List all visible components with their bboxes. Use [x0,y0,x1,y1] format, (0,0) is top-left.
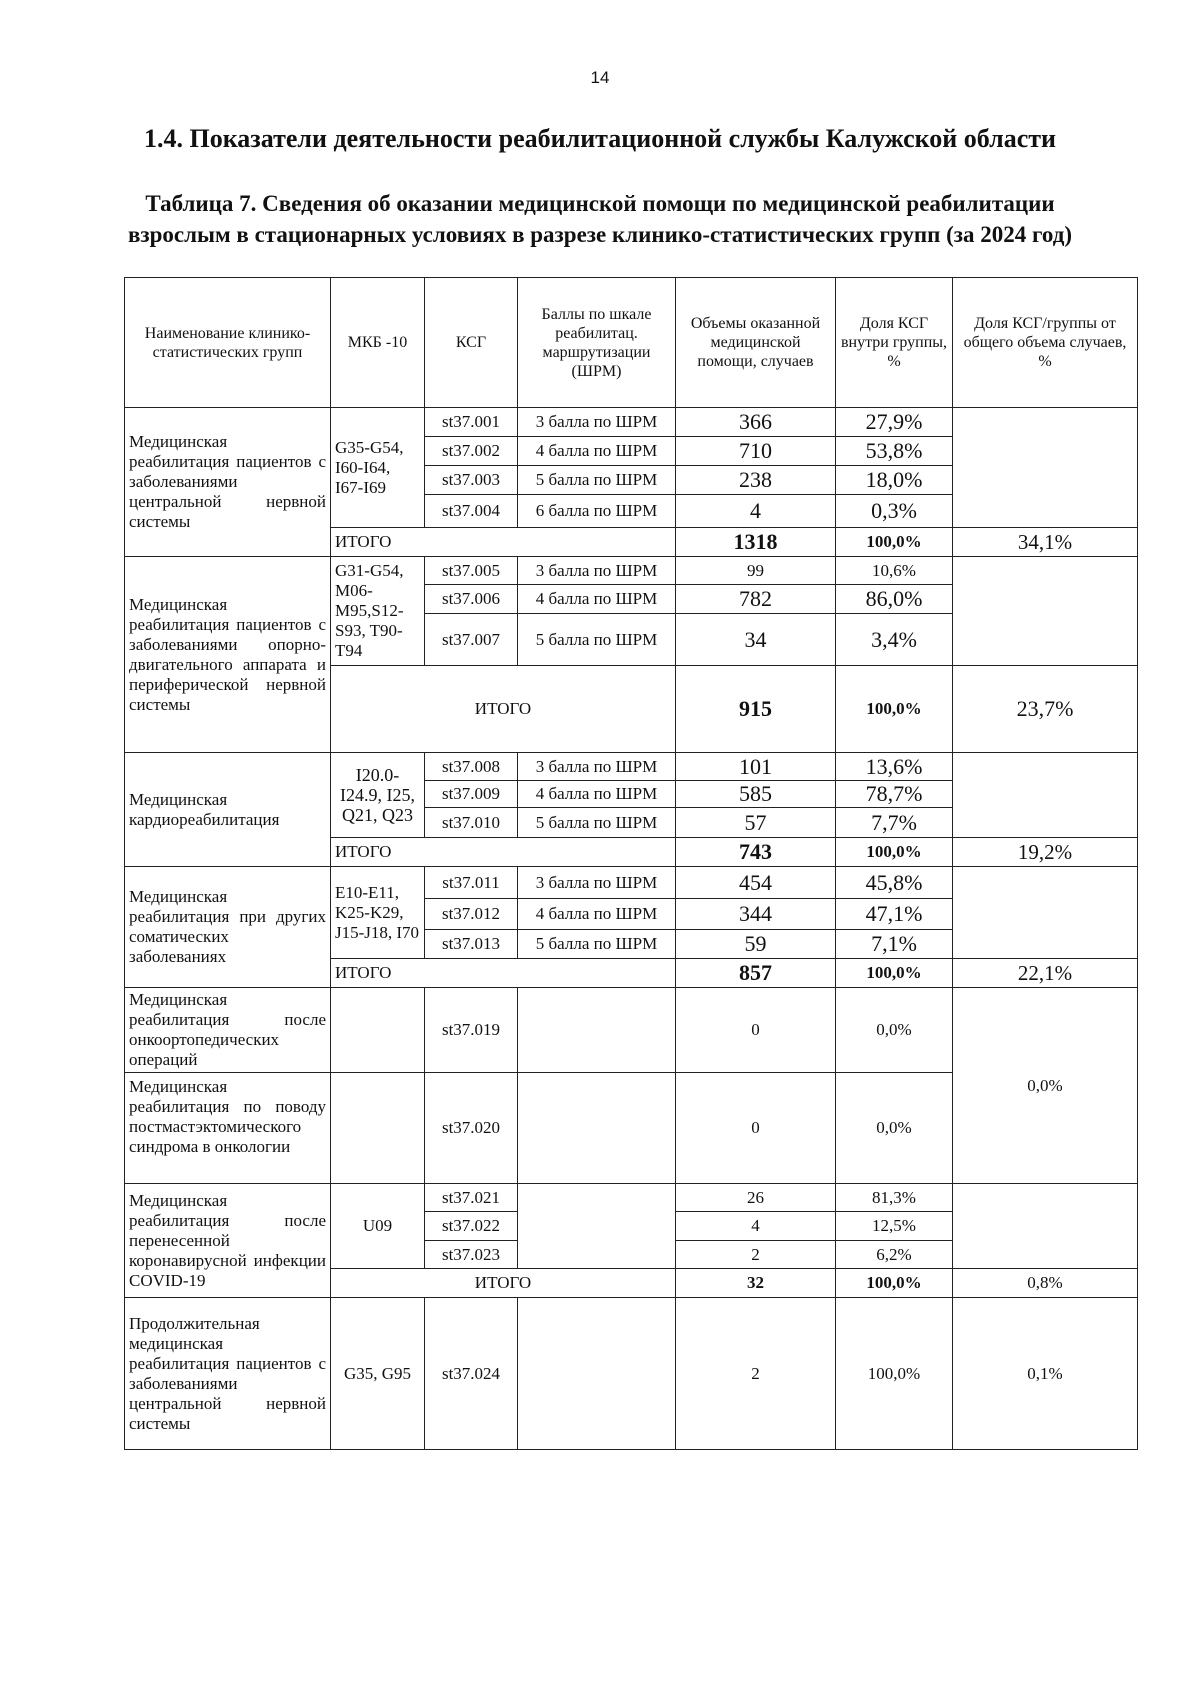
share-value: 3,4% [836,614,953,666]
table-row [125,1184,1138,1212]
mkb-code: I20.0-I24.9, I25, Q21, Q23 [331,753,425,838]
mkb-code: G35, G95 [331,1298,425,1450]
ksg-code: st37.022 [425,1212,518,1241]
header-ksg: КСГ [425,278,518,408]
table-row [125,408,1138,437]
ksg-code: st37.006 [425,585,518,614]
ksg-code: st37.002 [425,437,518,466]
ksg-code: st37.019 [425,988,518,1073]
share-value: 86,0% [836,585,953,614]
itogo-label: ИТОГО [331,838,676,867]
volume-value: 710 [676,437,836,466]
ksg-code: st37.005 [425,557,518,585]
share-value: 7,7% [836,808,953,838]
group-name: Продолжительная медицинская реабилитация пациентов с заболеваниями центральной нервной системы [125,1298,331,1450]
rehab-table [124,277,1138,1450]
share-value: 81,3% [836,1184,953,1212]
table-caption: Таблица 7. Сведения об оказании медицинской помощи по медицинской реабилитации взрослым в стационарных условиях в разрезе клинико-статистических групп (за 2024 год) [127,191,1073,247]
total-share: 100,0% [836,959,953,988]
total-volume: 857 [676,959,836,988]
header-share-total: Доля КСГ/группы от общего объема случаев, % [953,278,1138,408]
page-number: 14 [590,68,610,87]
shrm-empty [518,1073,676,1184]
shrm-score: 5 балла по ШРМ [518,466,676,495]
mkb-code: G35-G54, I60-I64, I67-I69 [331,408,425,528]
volume-value: 57 [676,808,836,838]
share-value: 0,3% [836,495,953,528]
volume-value: 101 [676,753,836,781]
total-volume: 915 [676,666,836,753]
ksg-code: st37.011 [425,867,518,899]
total-share-of-all: 22,1% [953,959,1138,988]
shrm-score: 6 балла по ШРМ [518,495,676,528]
ksg-code: st37.021 [425,1184,518,1212]
volume-value: 59 [676,930,836,959]
share-value: 0,0% [836,988,953,1073]
share-value: 0,0% [836,1073,953,1184]
volume-value: 782 [676,585,836,614]
shrm-empty [518,1184,676,1269]
volume-value: 344 [676,899,836,930]
total-share: 100,0% [836,838,953,867]
shrm-score: 3 балла по ШРМ [518,557,676,585]
shrm-score: 4 балла по ШРМ [518,585,676,614]
group-name: Медицинская реабилитация после перенесенной коронавирусной инфекции COVID-19 [125,1184,331,1298]
shrm-score: 5 балла по ШРМ [518,614,676,666]
volume-value: 585 [676,781,836,808]
volume-value: 366 [676,408,836,437]
share-value: 18,0% [836,466,953,495]
total-share-of-all: 19,2% [953,838,1138,867]
table-row [125,753,1138,781]
share-total-empty [953,753,1138,838]
mkb-empty [331,1073,425,1184]
share-value: 47,1% [836,899,953,930]
share-value: 78,7% [836,781,953,808]
share-value: 27,9% [836,408,953,437]
shrm-score: 3 балла по ШРМ [518,408,676,437]
table-row [125,867,1138,899]
shrm-score: 5 балла по ШРМ [518,808,676,838]
ksg-code: st37.013 [425,930,518,959]
total-share-of-all: 34,1% [953,528,1138,557]
group-name: Медицинская реабилитация после онкоортопедических операций [125,988,331,1073]
mkb-code: G31-G54, M06-M95,S12-S93, T90-T94 [331,557,425,666]
table-row [125,988,1138,1073]
group-name: Медицинская кардиореабилитация [125,753,331,867]
ksg-code: st37.003 [425,466,518,495]
share-total-empty [953,408,1138,528]
share-total-empty [953,557,1138,666]
itogo-label: ИТОГО [331,959,676,988]
shrm-score: 3 балла по ШРМ [518,867,676,899]
itogo-label: ИТОГО [331,1269,676,1298]
total-share: 100,0% [836,1269,953,1298]
volume-value: 4 [676,495,836,528]
volume-value: 26 [676,1184,836,1212]
group-name: Медицинская реабилитация по поводу постмастэктомического синдрома в онкологии [125,1073,331,1184]
ksg-code: st37.023 [425,1241,518,1269]
volume-value: 2 [676,1298,836,1450]
header-group: Наименование клинико-статистических групп [125,278,331,408]
ksg-code: st37.012 [425,899,518,930]
total-volume: 743 [676,838,836,867]
ksg-code: st37.009 [425,781,518,808]
ksg-code: st37.001 [425,408,518,437]
shrm-score: 4 балла по ШРМ [518,899,676,930]
section-title: 1.4. Показатели деятельности реабилитационной службы Калужской области [143,124,1057,153]
volume-value: 238 [676,466,836,495]
total-share: 100,0% [836,528,953,557]
ksg-code: st37.007 [425,614,518,666]
mkb-code: U09 [331,1184,425,1269]
volume-value: 34 [676,614,836,666]
total-share-of-all: 0,8% [953,1269,1138,1298]
share-total-empty [953,1184,1138,1269]
share-value: 45,8% [836,867,953,899]
table-row [125,557,1138,585]
shrm-score: 3 балла по ШРМ [518,753,676,781]
total-volume: 32 [676,1269,836,1298]
itogo-label: ИТОГО [331,528,676,557]
shrm-score: 4 балла по ШРМ [518,781,676,808]
volume-value: 0 [676,1073,836,1184]
mkb-empty [331,988,425,1073]
volume-value: 0 [676,988,836,1073]
share-total-value: 0,0% [953,988,1138,1184]
share-value: 10,6% [836,557,953,585]
volume-value: 2 [676,1241,836,1269]
share-total-empty [953,867,1138,959]
group-name: Медицинская реабилитация пациентов с заболеваниями опорно-двигательного аппарата и периферической нервной системы [125,557,331,753]
share-value: 53,8% [836,437,953,466]
share-total-value: 0,1% [953,1298,1138,1450]
ksg-code: st37.008 [425,753,518,781]
total-share-of-all: 23,7% [953,666,1138,753]
header-row [125,278,1138,408]
share-value: 12,5% [836,1212,953,1241]
total-share: 100,0% [836,666,953,753]
volume-value: 99 [676,557,836,585]
shrm-empty [518,1298,676,1450]
itogo-label: ИТОГО [331,666,676,753]
shrm-empty [518,988,676,1073]
volume-value: 4 [676,1212,836,1241]
share-value: 100,0% [836,1298,953,1450]
shrm-score: 5 балла по ШРМ [518,930,676,959]
mkb-code: E10-E11, K25-K29, J15-J18, I70 [331,867,425,959]
share-value: 7,1% [836,930,953,959]
share-value: 13,6% [836,753,953,781]
header-volume: Объемы оказанной медицинской помощи, случаев [676,278,836,408]
ksg-code: st37.024 [425,1298,518,1450]
header-shrm: Баллы по шкале реабилитац. маршрутизации (ШРМ) [518,278,676,408]
ksg-code: st37.020 [425,1073,518,1184]
shrm-score: 4 балла по ШРМ [518,437,676,466]
table-row [125,1298,1138,1450]
ksg-code: st37.004 [425,495,518,528]
volume-value: 454 [676,867,836,899]
header-share-in-group: Доля КСГ внутри группы, % [836,278,953,408]
group-name: Медицинская реабилитация при других соматических заболеваниях [125,867,331,988]
total-volume: 1318 [676,528,836,557]
header-mkb: МКБ -10 [331,278,425,408]
ksg-code: st37.010 [425,808,518,838]
share-value: 6,2% [836,1241,953,1269]
group-name: Медицинская реабилитация пациентов с заболеваниями центральной нервной системы [125,408,331,557]
